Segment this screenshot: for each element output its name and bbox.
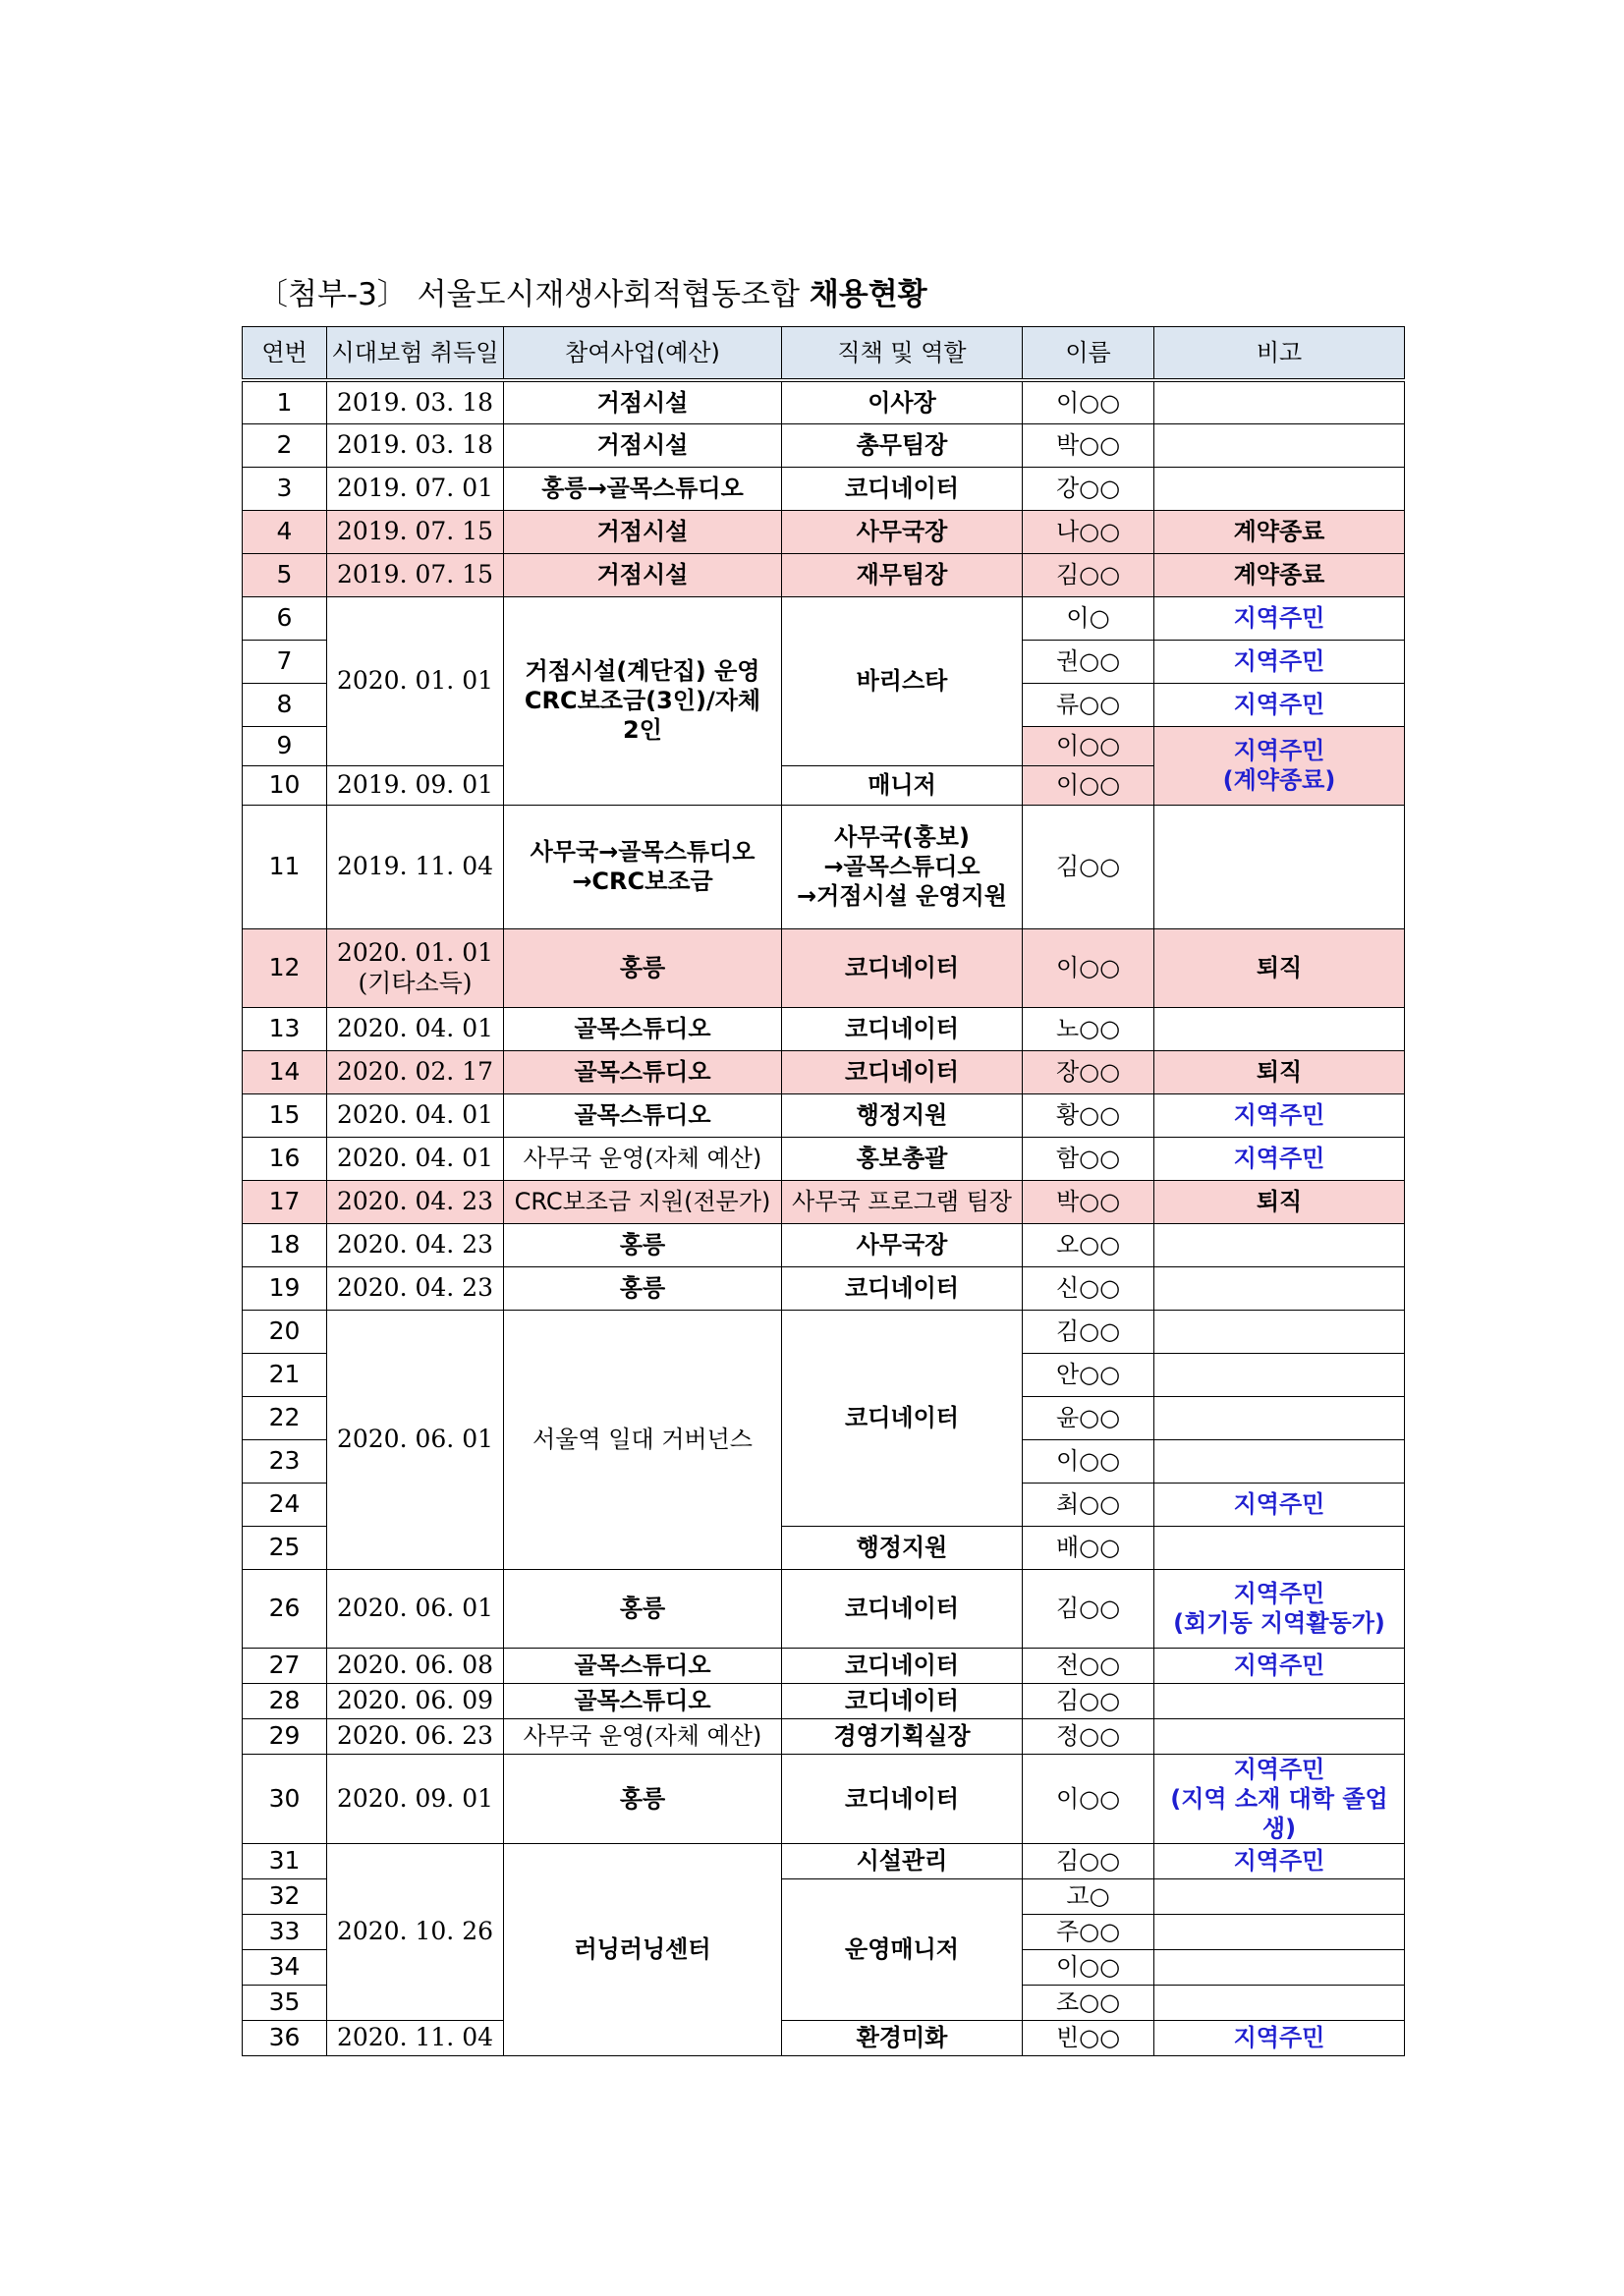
row-date: 2020. 04. 23 [327,1223,504,1266]
row-date: 2020. 10. 26 [327,1843,504,2020]
col-header-project: 참여사업(예산) [504,327,782,381]
row-no: 35 [243,1985,327,2020]
row-role: 시설관리 [782,1843,1023,1878]
table-row [243,805,1405,928]
row-note: 지역주민 [1154,1648,1405,1683]
row-project: 홍릉 [504,1223,782,1266]
row-no: 17 [243,1180,327,1223]
row-date [327,928,504,1007]
row-name: 배○○ [1023,1526,1154,1569]
row-note: 지역주민 [1154,683,1405,726]
row-date: 2020. 06. 23 [327,1718,504,1754]
table-row [243,1223,1405,1266]
row-date: 2020. 06. 01 [327,1310,504,1569]
row-no: 7 [243,640,327,683]
row-date: 2019. 07. 15 [327,510,504,553]
row-note [1154,1683,1405,1718]
row-name: 이○○ [1023,1439,1154,1483]
row-no: 12 [243,928,327,1007]
row-note [1154,1353,1405,1396]
row-note [1154,380,1405,423]
row-no: 5 [243,553,327,596]
table-row [243,467,1405,510]
title-emphasis: 채용현황 [809,277,927,312]
row-no: 25 [243,1526,327,1569]
table-row [243,1569,1405,1648]
row-role: 경영기획실장 [782,1718,1023,1754]
row-name: 이○○ [1023,928,1154,1007]
table-row [243,928,1405,1007]
table-row [243,1266,1405,1310]
row-project: 홍릉→골목스튜디오 [504,467,782,510]
row-role: 홍보총괄 [782,1137,1023,1180]
row-name: 신○○ [1023,1266,1154,1310]
row-no: 15 [243,1093,327,1137]
row-note [1154,467,1405,510]
row-project: 거점시설 [504,380,782,423]
row-name: 정○○ [1023,1718,1154,1754]
row-project: 골목스튜디오 [504,1007,782,1050]
table-row [243,1843,1405,1878]
row-note: 계약종료 [1154,510,1405,553]
row-date: 2019. 11. 04 [327,805,504,928]
table-row [243,1683,1405,1718]
row-name: 고○ [1023,1878,1154,1914]
row-date: 2019. 03. 18 [327,380,504,423]
row-no: 24 [243,1483,327,1526]
row-name: 강○○ [1023,467,1154,510]
row-project: 골목스튜디오 [504,1683,782,1718]
row-project: 골목스튜디오 [504,1648,782,1683]
row-note [1154,423,1405,467]
row-note [1154,1718,1405,1754]
table-row [243,553,1405,596]
row-role: 총무팀장 [782,423,1023,467]
row-note [1154,1949,1405,1985]
row-role: 매니저 [782,765,1023,805]
table-row [243,1050,1405,1093]
row-date: 2020. 04. 23 [327,1266,504,1310]
project-line: 거점시설(계단집) 운영 [525,657,760,685]
row-name: 나○○ [1023,510,1154,553]
note-line: (계약종료) [1222,766,1336,794]
row-role: 환경미화 [782,2020,1023,2055]
row-note [1154,1526,1405,1569]
row-date: 2020. 04. 01 [327,1093,504,1137]
note-line: (지역 소재 대학 졸업생) [1170,1784,1388,1842]
row-role: 사무국 프로그램 팀장 [782,1180,1023,1223]
row-note [1154,1985,1405,2020]
row-note [1154,1007,1405,1050]
row-no: 18 [243,1223,327,1266]
row-role: 코디네이터 [782,1648,1023,1683]
row-name: 이○○ [1023,380,1154,423]
row-no: 27 [243,1648,327,1683]
row-no: 8 [243,683,327,726]
table-row [243,423,1405,467]
row-note: 지역주민 [1154,640,1405,683]
note-line: 지역주민 [1233,1755,1325,1783]
row-no: 14 [243,1050,327,1093]
row-name: 안○○ [1023,1353,1154,1396]
title-prefix: 〔첨부-3〕 서울도시재생사회적협동조합 [257,277,810,312]
row-name: 김○○ [1023,1310,1154,1353]
row-date: 2020. 11. 04 [327,2020,504,2055]
row-no: 22 [243,1396,327,1439]
row-name: 오○○ [1023,1223,1154,1266]
row-note: 지역주민 [1154,1843,1405,1878]
row-project: 골목스튜디오 [504,1050,782,1093]
row-no: 9 [243,726,327,765]
row-role: 코디네이터 [782,1266,1023,1310]
row-role: 행정지원 [782,1093,1023,1137]
row-project: 홍릉 [504,1266,782,1310]
note-line: (회기동 지역활동가) [1173,1609,1385,1637]
row-name: 김○○ [1023,553,1154,596]
row-name: 황○○ [1023,1093,1154,1137]
row-note: 지역주민 [1154,1093,1405,1137]
row-note: 퇴직 [1154,1180,1405,1223]
note-line: 지역주민 [1233,737,1325,764]
row-no: 28 [243,1683,327,1718]
row-name: 김○○ [1023,1569,1154,1648]
row-no: 2 [243,423,327,467]
row-name: 빈○○ [1023,2020,1154,2055]
col-header-role: 직책 및 역할 [782,327,1023,381]
row-no: 34 [243,1949,327,1985]
row-note [1154,1223,1405,1266]
row-project [504,805,782,928]
document-title [257,269,927,313]
row-no: 6 [243,596,327,640]
row-project [504,596,782,805]
row-no: 16 [243,1137,327,1180]
row-note: 지역주민 [1154,1137,1405,1180]
role-line: →골목스튜디오 [823,853,980,880]
row-project: 홍릉 [504,1569,782,1648]
row-name: 이○○ [1023,726,1154,765]
row-no: 21 [243,1353,327,1396]
row-name: 장○○ [1023,1050,1154,1093]
row-name: 류○○ [1023,683,1154,726]
row-role: 코디네이터 [782,928,1023,1007]
table-row [243,1310,1405,1353]
row-name: 권○○ [1023,640,1154,683]
col-header-date: 시대보험 취득일 [327,327,504,381]
row-project: 홍릉 [504,1754,782,1843]
row-role: 코디네이터 [782,1007,1023,1050]
row-note: 지역주민 [1154,596,1405,640]
row-date: 2020. 02. 17 [327,1050,504,1093]
row-role: 코디네이터 [782,1050,1023,1093]
row-date: 2019. 07. 01 [327,467,504,510]
row-no: 23 [243,1439,327,1483]
table-row [243,1648,1405,1683]
row-no: 36 [243,2020,327,2055]
row-role: 사무국장 [782,1223,1023,1266]
row-project: 서울역 일대 거버넌스 [504,1310,782,1569]
row-no: 31 [243,1843,327,1878]
row-project: 거점시설 [504,553,782,596]
row-project: CRC보조금 지원(전문가) [504,1180,782,1223]
row-project: 거점시설 [504,423,782,467]
row-no: 32 [243,1878,327,1914]
row-role: 코디네이터 [782,1683,1023,1718]
row-name: 박○○ [1023,1180,1154,1223]
row-name: 조○○ [1023,1985,1154,2020]
project-line: 2인 [623,716,662,744]
row-note: 퇴직 [1154,1050,1405,1093]
row-project: 사무국 운영(자체 예산) [504,1718,782,1754]
row-note [1154,1266,1405,1310]
row-role: 운영매니저 [782,1878,1023,2020]
row-role [782,805,1023,928]
table-row [243,380,1405,423]
row-note: 지역주민 [1154,1483,1405,1526]
col-header-name: 이름 [1023,327,1154,381]
row-name: 윤○○ [1023,1396,1154,1439]
row-note: 퇴직 [1154,928,1405,1007]
project-line: CRC보조금(3인)/자체 [524,687,761,714]
row-role: 코디네이터 [782,1310,1023,1526]
row-note [1154,1754,1405,1843]
row-no: 1 [243,380,327,423]
project-line: →CRC보조금 [572,868,713,895]
col-header-no: 연번 [243,327,327,381]
row-no: 30 [243,1754,327,1843]
row-name: 이○○ [1023,765,1154,805]
row-note [1154,1310,1405,1353]
row-name: 전○○ [1023,1648,1154,1683]
row-no: 13 [243,1007,327,1050]
row-date: 2019. 03. 18 [327,423,504,467]
date-line: (기타소득) [358,969,473,997]
row-date: 2019. 09. 01 [327,765,504,805]
row-date: 2020. 04. 01 [327,1137,504,1180]
row-note [1154,805,1405,928]
table-row [243,1007,1405,1050]
row-name: 이○ [1023,596,1154,640]
row-date: 2020. 01. 01 [327,596,504,765]
row-project: 홍릉 [504,928,782,1007]
table-row [243,1754,1405,1843]
row-date: 2020. 04. 01 [327,1007,504,1050]
row-no: 10 [243,765,327,805]
row-role: 재무팀장 [782,553,1023,596]
row-no: 19 [243,1266,327,1310]
row-note [1154,1878,1405,1914]
row-name: 최○○ [1023,1483,1154,1526]
row-date: 2020. 09. 01 [327,1754,504,1843]
role-line: →거점시설 운영지원 [797,882,1007,910]
row-name: 김○○ [1023,1683,1154,1718]
row-name: 노○○ [1023,1007,1154,1050]
row-role: 코디네이터 [782,467,1023,510]
row-no: 4 [243,510,327,553]
note-line: 지역주민 [1233,1580,1325,1607]
table-row [243,2020,1405,2055]
row-project: 거점시설 [504,510,782,553]
table-row [243,1180,1405,1223]
table-header-row [243,327,1405,381]
row-note [1154,1396,1405,1439]
hiring-status-table [242,326,1405,2056]
row-role: 바리스타 [782,596,1023,765]
row-date: 2019. 07. 15 [327,553,504,596]
role-line: 사무국(홍보) [834,823,970,851]
row-note: 지역주민 [1154,2020,1405,2055]
date-line: 2020. 01. 01 [336,937,494,967]
row-role: 이사장 [782,380,1023,423]
row-role: 코디네이터 [782,1754,1023,1843]
row-name: 주○○ [1023,1914,1154,1949]
row-name: 김○○ [1023,1843,1154,1878]
row-project: 러닝러닝센터 [504,1843,782,2055]
row-no: 20 [243,1310,327,1353]
row-date: 2020. 06. 09 [327,1683,504,1718]
row-note [1154,1914,1405,1949]
table-row [243,596,1405,640]
row-role: 코디네이터 [782,1569,1023,1648]
row-role: 사무국장 [782,510,1023,553]
row-project: 사무국 운영(자체 예산) [504,1137,782,1180]
row-no: 33 [243,1914,327,1949]
table-row [243,1718,1405,1754]
row-name: 함○○ [1023,1137,1154,1180]
row-date: 2020. 06. 01 [327,1569,504,1648]
row-no: 3 [243,467,327,510]
row-name: 김○○ [1023,805,1154,928]
row-note [1154,1439,1405,1483]
col-header-note: 비고 [1154,327,1405,381]
row-note [1154,726,1405,805]
project-line: 사무국→골목스튜디오 [530,838,756,866]
row-date: 2020. 04. 23 [327,1180,504,1223]
row-no: 29 [243,1718,327,1754]
row-role: 행정지원 [782,1526,1023,1569]
row-name: 이○○ [1023,1754,1154,1843]
row-note: 계약종료 [1154,553,1405,596]
row-project: 골목스튜디오 [504,1093,782,1137]
table-row [243,510,1405,553]
row-no: 26 [243,1569,327,1648]
row-date: 2020. 06. 08 [327,1648,504,1683]
table-row [243,1137,1405,1180]
row-no: 11 [243,805,327,928]
row-name: 이○○ [1023,1949,1154,1985]
table-row [243,1093,1405,1137]
row-name: 박○○ [1023,423,1154,467]
row-note [1154,1569,1405,1648]
